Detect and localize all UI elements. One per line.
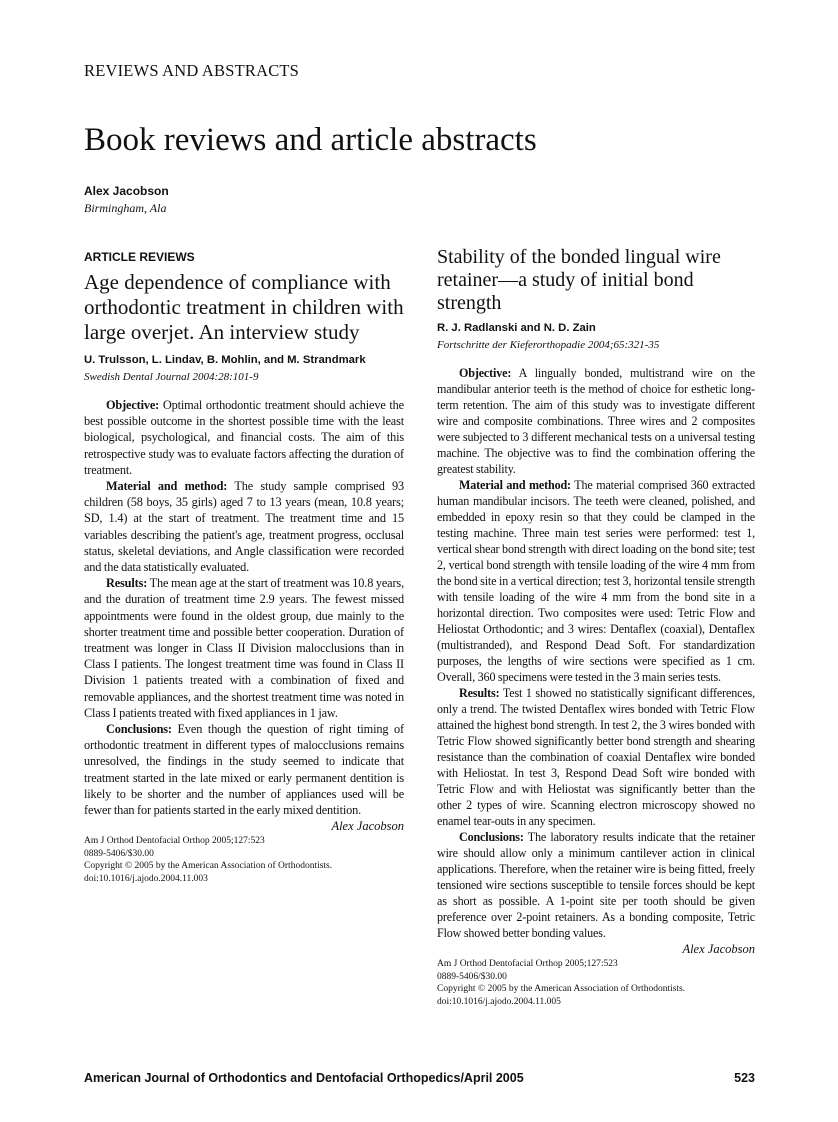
left-article [84,250,404,885]
paragraph-text: The material comprised 360 extracted human mandibular incisors. The teeth were cleaned, polished, and embedded in epoxy resin so that they could be clamped in the testing machine. Three main test series were performed: test 1, vertical shear bond strength with direct loading on the bond site; test 2, vertical bond strength with tensile loading of the wire 4 mm from the bond site in a vertical direction; test 3, horizontal tensile strength with tensile loading of the wire 4 mm from the bond site in a horizontal direction. Two composites were used: Tetric Flow and Heliostat Orthodontic; and 3 wires: Dentaflex (coaxial), Dentaflex (multistranded), and Respond Dead Soft. For standardization purposes, the lengths of wire sections were specified as 1 cm. Overall, 360 specimens were tested in the 3 main series tests. [437,478,755,684]
reviewer-signature: Alex Jacobson [682,942,755,956]
article-authors: R. J. Radlanski and N. D. Zain [437,322,596,334]
paragraph-label: Conclusions: [459,830,524,844]
article-journal: Fortschritte der Kieferorthopadie 2004;65:321-35 [437,339,660,351]
citation-line: 0889-5406/$30.00 [84,848,154,859]
citation-line: Am J Orthod Dentofacial Orthop 2005;127:523 [437,959,618,969]
citation-line: Am J Orthod Dentofacial Orthop 2005;127:523 [84,836,265,847]
paragraph-text: Even though the question of right timing of orthodontic treatment in different types of malocclusions remains unresolved, the findings in the study seemed to indicate that treatment started in the late mixed or early permanent dentition is likely to be shorter and the number of appliances used will be fewer than for patients started in the early mixed dentition. [84,722,404,818]
paragraph-results [437,685,755,829]
citation-line: Copyright © 2005 by the American Association of Orthodontists. [84,861,333,872]
paragraph-method [84,478,404,575]
review-author: Alex Jacobson [84,184,169,198]
citation-line: 0889-5406/$30.00 [437,971,507,982]
paragraph-results [84,575,404,721]
page-title: Book reviews and article abstracts [84,122,537,158]
page-footer [84,1070,755,1086]
paragraph-method [437,477,755,685]
paragraph-text: The mean age at the start of treatment was 10.8 years, and the duration of treatment time 2.9 years. The fewest missed appointments were found in the oldest group, due mainly to the shorter treatment time and possible better cooperation. Duration of treatment was longer in Class II Division malocclusions than in Class I patients. The longest treatment time was found in Class II Division 1 patients treated with a combination of fixed and removable appliances, and the shortest treatment time was noted in Class I patients treated with fixed appliances in 1 jaw. [84,576,404,720]
paragraph-label: Material and method: [106,479,228,494]
citation-line: Copyright © 2005 by the American Association of Orthodontists. [437,984,686,994]
doi-link[interactable]: doi:10.1016/j.ajodo.2004.11.003 [84,873,208,884]
reviewer-signature: Alex Jacobson [331,819,404,834]
article-authors: U. Trulsson, L. Lindav, B. Mohlin, and M. Strandmark [84,354,366,366]
paragraph-text: The study sample comprised 93 children (58 boys, 35 girls) aged 7 to 13 years (mean, 10.8 years; SD, 1.4) at the start of treatment. The treatment time and 15 variables describing the patient's age, treatment progress, occlusal status, skeletal deviations, and Angle classification were recorded and the data statistically evaluated. [84,479,405,575]
article-body [84,397,404,818]
review-author-affiliation: Birmingham, Ala [84,201,167,215]
paragraph-label: Results: [459,686,500,700]
category-label: ARTICLE REVIEWS [84,250,195,264]
paragraph-text: A lingually bonded, multistrand wire on the mandibular anterior teeth is the method of choice for esthetic long-term retention. The aim of this study was to investigate different wire and composite combinations. Three wires and 2 composites were subjected to 3 different mechanical tests on a universal testing machine. The objective was to find the combination offering the greatest stability. [437,366,755,476]
paragraph-text: Optimal orthodontic treatment should achieve the best possible outcome in the shortest possible time with the least biological, psychological, and financial costs. The aim of this retrospective study was to evaluate factors affecting the duration of treatment. [84,398,404,477]
paragraph-text: The laboratory results indicate that the retainer wire should allow only a minimum cantilever action in clinical applications. Therefore, when the retainer wire is being fitted, freely tensioned wire sections susceptible to tensile forces should be kept as short as possible. A 1-point site per tooth should be given preference over 2-point retainers. As a bonding composite, Tetric Flow showed better bonding values. [437,830,755,940]
paragraph-objective [437,365,755,477]
right-article [437,246,755,1008]
citation-block [437,958,755,1008]
paragraph-conclusions [437,829,755,941]
citation-block [84,835,404,885]
paragraph-label: Material and method: [459,478,571,492]
page-number: 523 [734,1071,755,1085]
article-journal: Swedish Dental Journal 2004:28:101-9 [84,371,259,383]
paragraph-text: Test 1 showed no statistically significant differences, only a trend. The twisted Dentaflex wires bonded with Tetric Flow attained the highest bond strength. In test 2, the 3 wires bonded with Tetric Flow showed significantly better bond strength and shearing resistance than the combination of coaxial Dentaflex wire bonded with Heliostat. In test 3, Respond Dead Soft wire bonded with Tetric Flow and with Heliostat was significantly better than the other 2 types of wire. Scanning electron microscopy showed no enamel tear-outs in any specimen. [437,686,755,828]
paragraph-label: Objective: [106,398,160,412]
paragraph-conclusions [84,721,404,818]
paragraph-objective [84,397,404,478]
paragraph-label: Results: [106,576,148,591]
article-title: Age dependence of compliance with orthodontic treatment in children with large overjet. An interview study [84,270,404,344]
article-body [437,365,755,941]
footer-journal: American Journal of Orthodontics and Dentofacial Orthopedics/April 2005 [84,1071,524,1085]
article-title: Stability of the bonded lingual wire retainer—a study of initial bond strength [437,246,721,314]
paragraph-label: Objective: [459,366,512,380]
doi-link[interactable]: doi:10.1016/j.ajodo.2004.11.005 [437,996,561,1007]
paragraph-label: Conclusions: [106,722,172,737]
section-header: REVIEWS AND ABSTRACTS [84,61,300,80]
